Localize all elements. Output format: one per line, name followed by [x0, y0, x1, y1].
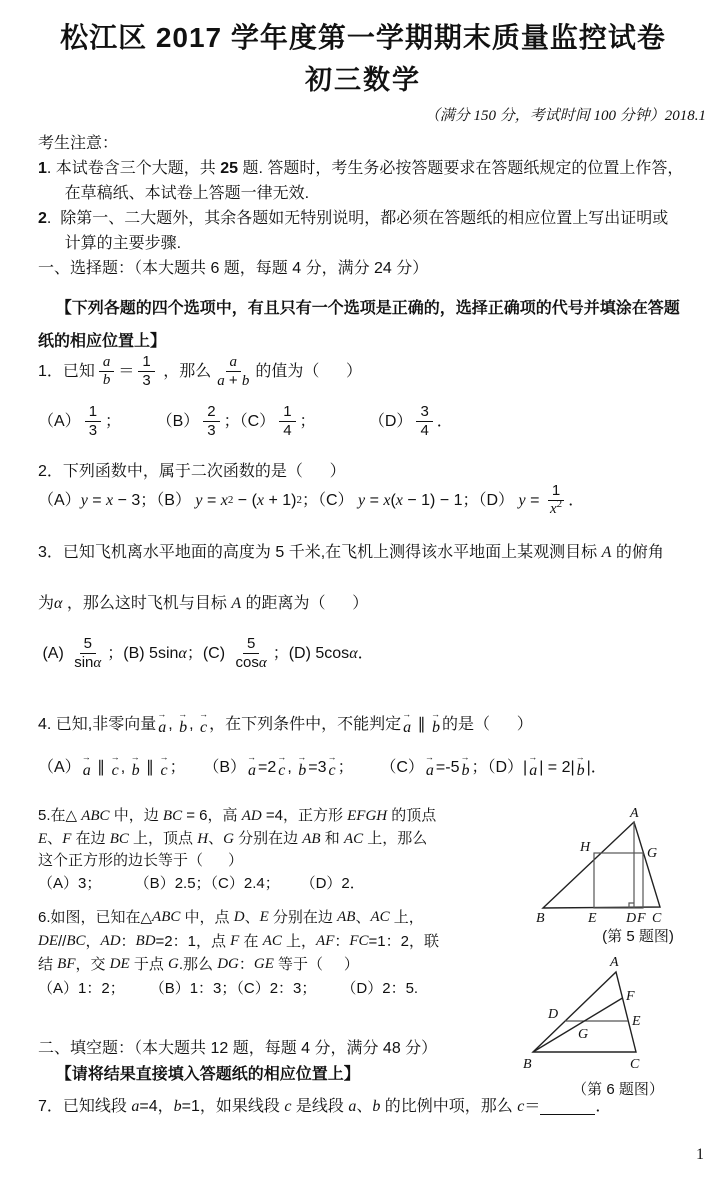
text: =: [365, 491, 384, 509]
vector-arrow-icon: →: [460, 752, 470, 762]
math-text: y: [518, 491, 526, 509]
vector-c: → c: [199, 709, 209, 736]
math-text: y: [358, 491, 366, 509]
text: | = 2|: [539, 759, 575, 776]
text: 在: [239, 932, 263, 950]
math-text: AB: [337, 909, 356, 925]
math-text: a: [229, 353, 238, 370]
math-text: AC: [262, 932, 282, 949]
math-text: BC: [162, 808, 183, 824]
bold-text: 纸的相应位置上】: [38, 333, 167, 350]
text: ．: [568, 491, 585, 509]
vector-arrow-icon: →: [130, 752, 140, 762]
text: （A）: [38, 759, 81, 776]
text-line: [38, 351, 708, 393]
math-text: BC: [66, 932, 86, 949]
text: ； （D）: [299, 413, 413, 431]
text: 1: [551, 482, 561, 499]
vector-arrow-icon: →: [110, 752, 120, 762]
text: ； （B）: [105, 413, 200, 431]
math-text: a: [217, 372, 225, 389]
vertex-label-f: F: [637, 911, 646, 925]
vector-arrow-icon: →: [575, 752, 585, 762]
math-text: α: [93, 655, 102, 672]
vertex-label-d: D: [626, 911, 637, 925]
text: 为: [38, 595, 55, 612]
math-text: BD: [135, 932, 156, 949]
text: ；（D）|: [471, 759, 528, 776]
math-text: FC: [349, 932, 369, 949]
text-line: [38, 633, 708, 675]
question-5-options: [38, 871, 538, 896]
text: =4，正方形: [261, 807, 348, 824]
text: =: [87, 491, 107, 509]
text: = 6，高: [182, 807, 242, 824]
segment-bf: [533, 998, 623, 1052]
text: 考生注意：: [38, 135, 119, 152]
bold-text: 2: [38, 210, 47, 227]
text: ＝: [118, 363, 135, 381]
text: 3: [420, 403, 429, 420]
math-text: E: [38, 830, 48, 847]
text: 在边: [71, 829, 110, 847]
text: =-5: [435, 759, 460, 776]
candidate-notice: [38, 131, 708, 256]
text: 于点: [129, 956, 169, 973]
math-text: DG: [217, 956, 239, 972]
question-5-stem: [38, 805, 538, 873]
exam-meta: （满分 150 分，考试时间 100 分钟）2018.1: [424, 108, 706, 124]
math-text: x: [549, 501, 557, 518]
section-1-note: [38, 292, 708, 358]
section-2-heading: 二、填空题：（本大题共 12 题，每题 4 分，满分 48 分）: [38, 1040, 438, 1057]
text: 中，边: [109, 807, 163, 824]
text: 等于（ ）: [273, 956, 359, 973]
question-6-stem: [38, 906, 518, 977]
fraction: [203, 403, 219, 441]
vector-a: → a: [402, 709, 412, 736]
text: 和: [320, 829, 344, 847]
text: 上，: [281, 932, 317, 950]
fraction: [548, 482, 564, 519]
text: 、: [47, 829, 63, 847]
math-text: α: [258, 655, 267, 672]
vertex-label-d: D: [548, 1007, 559, 1022]
math-text: y: [195, 491, 203, 509]
text: cos: [235, 654, 259, 672]
point-label-g: G: [578, 1027, 589, 1042]
text: ；(C): [186, 645, 230, 663]
question-4-options: [38, 752, 708, 780]
vector-b: → b: [575, 752, 585, 779]
fraction: [279, 403, 295, 441]
text-line: [38, 752, 708, 780]
text: 、: [355, 909, 371, 926]
text: =1，如果线段: [181, 1098, 285, 1115]
vector-c: → c: [327, 752, 337, 779]
text: 的距离为（ ）: [241, 595, 369, 612]
text: ：: [334, 932, 350, 950]
vertex-label-b: B: [536, 911, 545, 925]
text: ：: [120, 932, 136, 950]
question-1-options: [38, 401, 708, 443]
text: 1: [142, 353, 151, 370]
course-title: 初三数学: [305, 65, 421, 95]
text: ,: [168, 716, 178, 733]
question-3-stem: [38, 540, 708, 642]
vector-arrow-icon: →: [157, 709, 167, 719]
math-text: G: [223, 830, 234, 847]
text: 1．已知: [38, 363, 95, 381]
text-line: [38, 828, 538, 851]
math-text: b: [102, 372, 111, 389]
math-text: AD: [100, 932, 121, 949]
question-2-options: [38, 480, 708, 521]
text: ，在下列条件中，不能判定: [209, 716, 402, 733]
question-1-stem: [38, 351, 708, 393]
math-text: ABC: [81, 808, 110, 824]
text-line: [38, 906, 518, 930]
text: 上，: [389, 909, 424, 926]
math-text: x: [395, 491, 403, 509]
text: 题. 答题时，考生务必按答题要求在答题纸规定的位置上作答，: [238, 160, 684, 177]
fraction: [99, 354, 115, 390]
vector-b: → b: [297, 752, 307, 779]
text-line: [38, 930, 518, 954]
text: ； （C）: [337, 759, 424, 776]
math-text: α: [54, 595, 63, 612]
text: 5: [83, 635, 92, 652]
vertex-label-h: H: [580, 840, 591, 855]
text: ，那么: [158, 363, 212, 381]
text: 上，那么: [363, 829, 428, 847]
vertex-label-g: G: [647, 846, 658, 861]
bold-text: 1: [38, 160, 47, 177]
math-text: c: [284, 1098, 292, 1115]
text: 5: [246, 635, 256, 652]
text: 4: [283, 422, 292, 440]
text: .那么: [178, 956, 218, 973]
vector-arrow-icon: →: [159, 752, 169, 762]
math-text: G: [168, 956, 179, 972]
text: 4: [420, 422, 429, 440]
question-6-options: [38, 976, 538, 1001]
figure-6-caption: （第 6 题图）: [572, 1081, 664, 1098]
vector-a: → a: [424, 752, 434, 779]
text: 5.在△: [38, 807, 82, 824]
text: =1：2，联: [368, 932, 439, 950]
text: =2: [258, 759, 277, 776]
vector-arrow-icon: →: [528, 752, 538, 762]
superscript: 2: [556, 498, 563, 511]
text: ∥: [92, 759, 110, 776]
text: ∥: [413, 716, 431, 733]
text: ,: [120, 759, 130, 776]
text: sin: [74, 654, 94, 672]
text: （A）3； （B）2.5；（C）2.4； （D）2．: [38, 875, 365, 892]
text: 是线段: [291, 1098, 349, 1115]
text: （A）: [38, 491, 81, 509]
triangle-cevian-diagram: [498, 946, 713, 1078]
text: |．: [586, 759, 607, 776]
math-text: AF: [316, 932, 335, 949]
text: ∥: [141, 759, 159, 776]
text-line: [38, 871, 538, 896]
text-line: [38, 181, 708, 206]
text-line: （A） y = x − 3；（B） y = x 2 − ( x + 1) 2 ；（C） y = x ( x − 1) − 1；（D） y = $\frac{1}{x^2}$ ．: [38, 482, 585, 518]
vector-arrow-icon: →: [178, 709, 188, 719]
text: 的俯角: [611, 544, 664, 561]
math-text: α: [349, 645, 358, 663]
vector-arrow-icon: →: [277, 752, 287, 762]
math-text: a: [102, 354, 111, 370]
vertex-label-a: A: [610, 955, 619, 970]
text: ,: [189, 716, 199, 733]
vertex-label-e: E: [632, 1014, 641, 1029]
vector-a: → a: [81, 752, 91, 779]
text: 这个正方形的边长等于（ ）: [38, 852, 244, 869]
text: =: [525, 491, 544, 509]
math-text: AC: [343, 830, 364, 847]
fraction: [72, 635, 103, 673]
text: ，: [85, 932, 101, 950]
math-text: H: [197, 830, 209, 847]
vector-arrow-icon: →: [402, 709, 412, 719]
math-text: x: [220, 491, 228, 509]
vector-arrow-icon: →: [424, 752, 434, 762]
text: 的值为（ ）: [255, 363, 363, 381]
vector-b: → b: [431, 709, 441, 736]
fraction: [234, 635, 269, 673]
vertex-label-f: F: [626, 989, 635, 1004]
text-line: [38, 156, 708, 181]
text-line: [38, 206, 708, 231]
text: //: [58, 932, 67, 950]
vector-arrow-icon: →: [199, 709, 209, 719]
text: . 除第一、二大题外，其余各题如无特别说明，都必须在答题纸的相应位置上写出证明或: [46, 210, 669, 227]
fraction: [138, 353, 154, 391]
math-text: E: [259, 909, 269, 925]
text: ＝: [524, 1098, 541, 1115]
math-text: DE: [38, 932, 58, 949]
vector-arrow-icon: →: [431, 709, 441, 719]
text: ； （B）: [169, 759, 247, 776]
fraction: [85, 403, 101, 441]
bold-text: 【请将结果直接填入答题纸的相应位置上】: [38, 1066, 360, 1083]
text: ；(D) 5cos: [272, 645, 350, 663]
vertex-label-a: A: [630, 806, 639, 821]
math-text: F: [62, 830, 72, 847]
text: 2: [207, 403, 216, 420]
vertex-label-b: B: [523, 1057, 532, 1072]
text: 6.如图，已知在△: [38, 909, 153, 926]
math-text: F: [230, 932, 240, 949]
text: − 3；（B）: [113, 491, 196, 509]
text-line: [38, 401, 708, 443]
vertex-label-e: E: [588, 911, 597, 925]
text-line: [38, 805, 538, 828]
vertex-label-c: C: [630, 1057, 640, 1072]
text: （A）1：2； （B）1：3；（C）2：3； （D）2：5.: [38, 980, 419, 997]
text: ．: [436, 413, 453, 431]
text: ：: [238, 956, 254, 973]
question-3-options: [38, 633, 708, 675]
math-text: BC: [109, 830, 129, 847]
vector-arrow-icon: →: [297, 752, 307, 762]
text-line: [38, 231, 708, 256]
vector-arrow-icon: →: [81, 752, 91, 762]
text: 、: [356, 1098, 373, 1115]
text: +: [224, 371, 242, 389]
vector-a: → a: [247, 752, 257, 779]
math-text: a: [348, 1098, 357, 1115]
text: 计算的主要步骤.: [38, 235, 182, 252]
text: ，那么这时飞机与目标: [62, 595, 232, 612]
bold-text: 25: [220, 160, 239, 177]
section-1-heading: 一、选择题：（本大题共 6 题，每题 4 分，满分 24 分）: [38, 260, 429, 277]
text: 分别在边: [233, 829, 303, 847]
text: =: [202, 491, 221, 509]
vector-a: → a: [157, 709, 167, 736]
text-line: [38, 953, 518, 977]
math-text: AC: [370, 909, 390, 925]
text: ，交: [75, 956, 110, 973]
fraction: [416, 403, 432, 441]
page-number: 1: [696, 1146, 704, 1163]
text: 1: [88, 403, 98, 420]
text: 结: [38, 956, 58, 973]
text: ．: [357, 645, 374, 663]
math-text: b: [173, 1098, 182, 1115]
figure-question-6: [498, 946, 713, 1099]
math-text: BF: [57, 956, 76, 972]
math-text: x: [383, 491, 391, 509]
math-text: c: [517, 1098, 525, 1115]
vector-arrow-icon: →: [247, 752, 257, 762]
vector-c: → c: [110, 752, 120, 779]
text: 、: [244, 909, 260, 926]
text: 1: [283, 403, 292, 420]
vector-arrow-icon: →: [327, 752, 337, 762]
exam-title: 松江区 2017 学年度第一学期期末质量监控试卷: [60, 22, 666, 53]
text: 中，点: [180, 909, 234, 926]
text-line: [38, 850, 538, 873]
math-text: x: [256, 491, 265, 509]
math-text: b: [241, 372, 250, 389]
text-line: [38, 292, 708, 325]
text: (A): [38, 645, 69, 663]
text: 的是（ ）: [442, 716, 533, 733]
text: 3: [88, 422, 98, 440]
math-text: GE: [253, 956, 274, 972]
math-text: ABC: [152, 909, 181, 925]
vector-b: → b: [130, 752, 140, 779]
math-text: y: [80, 491, 88, 509]
square-efgh: [594, 853, 643, 908]
vertex-label-c: C: [652, 911, 662, 925]
text: 3: [142, 372, 151, 390]
fraction: [215, 354, 251, 391]
figure-5-caption: (第 5 题图): [602, 928, 674, 945]
text: ,: [287, 759, 297, 776]
answer-blank: [540, 1098, 595, 1116]
math-text: AB: [302, 830, 321, 847]
math-text: x: [106, 491, 114, 509]
math-text: A: [601, 544, 612, 561]
text: . 本试卷含三个大题，共: [46, 160, 221, 177]
text-line: [38, 976, 538, 1001]
math-text: AD: [241, 808, 262, 824]
question-4-stem: [38, 709, 708, 737]
text: =3: [308, 759, 327, 776]
text: 上，顶点: [128, 829, 198, 847]
vector-c: → c: [159, 752, 169, 779]
text: 7．已知线段: [38, 1098, 132, 1115]
text-line: [38, 131, 708, 156]
text: =2：1，点: [155, 932, 231, 950]
text: ；（C）: [223, 413, 276, 431]
text-line: [38, 540, 708, 565]
text: 3: [207, 422, 216, 440]
text: (: [390, 491, 396, 509]
text: 的顶点: [387, 807, 437, 824]
math-text: A: [231, 595, 242, 612]
text-line: [38, 709, 708, 737]
triangle-square-diagram: [533, 797, 713, 925]
text: − 1) − 1；（D）: [402, 491, 519, 509]
text: 3．已知飞机离水平地面的高度为 5 千米,在飞机上测得该水平地面上某观测目标: [38, 544, 602, 561]
text: 、: [208, 829, 224, 847]
text: 在草稿纸、本试卷上答题一律无效.: [38, 185, 310, 202]
text: （A）: [38, 413, 81, 431]
vector-b: → b: [178, 709, 188, 736]
math-text: b: [372, 1098, 381, 1115]
text: − (: [233, 491, 257, 509]
text: ；（C）: [302, 491, 359, 509]
text: 4. 已知,非零向量: [38, 716, 157, 733]
text: 的比例中项，那么: [380, 1098, 518, 1115]
text-line: [38, 591, 708, 616]
text: ．: [595, 1098, 612, 1115]
text: ；(B) 5sin: [107, 645, 179, 663]
bold-text: 【下列各题的四个选项中，有且只有一个选项是正确的，选择正确项的代号并填涂在答题: [38, 300, 680, 317]
math-text: EFGH: [347, 808, 388, 824]
vector-a: → a: [528, 752, 538, 779]
figure-question-5: [533, 797, 713, 946]
math-text: D: [233, 909, 245, 925]
math-text: α: [178, 645, 187, 663]
text: + 1): [264, 491, 297, 509]
math-text: DE: [109, 956, 130, 972]
math-text: a: [131, 1098, 140, 1115]
text: 2．下列函数中，属于二次函数的是（ ）: [38, 463, 346, 480]
vector-c: → c: [277, 752, 287, 779]
text: =4，: [139, 1098, 174, 1115]
vector-b: → b: [460, 752, 470, 779]
text: 分别在边: [268, 909, 338, 926]
